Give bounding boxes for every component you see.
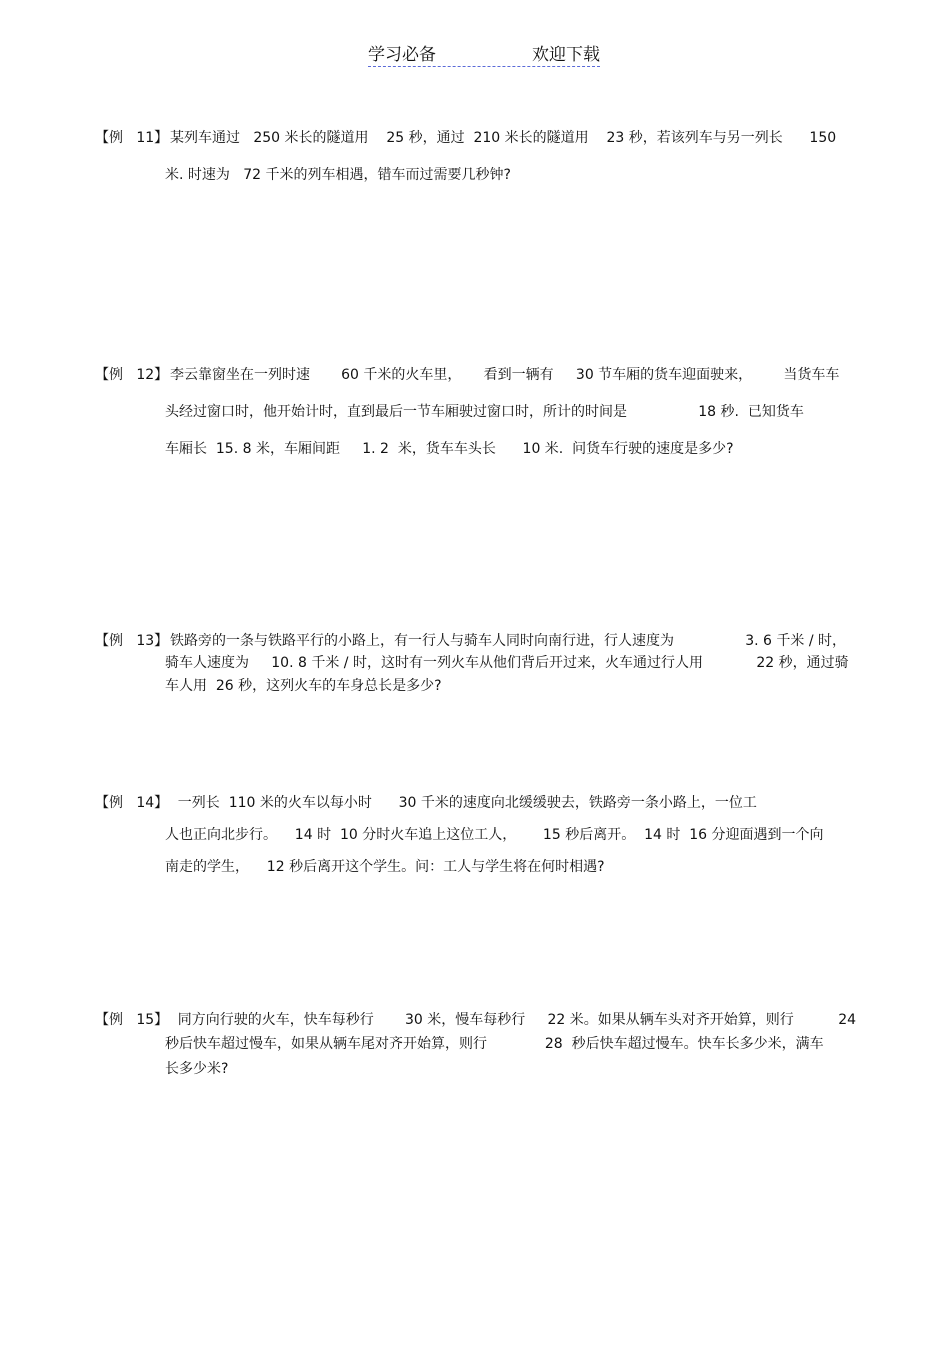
problem-line: 头经过窗口时，他开始计时，直到最后一节车厢驶过窗口时，所计的时间是 18 秒. 已知货车: [165, 404, 804, 420]
problem-label: 【例 13】: [95, 633, 169, 649]
header-left-text: 学习必备: [368, 45, 436, 65]
problem-line: 人也正向北步行。 14 时 10 分时火车追上这位工人， 15 秒后离开。 14 时 16 分迎面遇到一个向: [165, 827, 824, 843]
problem-label: 【例 12】: [95, 367, 169, 383]
problem-line: 车人用 26 秒，这列火车的车身总长是多少?: [165, 678, 442, 694]
problem-line: 李云靠窗坐在一列时速 60 千米的火车里， 看到一辆有 30 节车厢的货车迎面驶来， 当货车车: [170, 367, 840, 383]
header-right-text: 欢迎下载: [532, 45, 600, 65]
problem-line: 骑车人速度为 10. 8 千米 / 时，这时有一列火车从他们背后开过来，火车通过行人用 22 秒，通过骑: [165, 655, 849, 671]
problem-line: 车厢长 15. 8 米，车厢间距 1. 2 米，货车车头长 10 米. 问货车行驶的速度是多少?: [165, 441, 734, 457]
problem-line: 某列车通过 250 米长的隧道用 25 秒，通过 210 米长的隧道用 23 秒，若该列车与另一列长 150: [170, 130, 837, 146]
page-header: [368, 40, 600, 67]
problem-line: 长多少米?: [165, 1061, 229, 1077]
problem-line: 铁路旁的一条与铁路平行的小路上，有一行人与骑车人同时向南行进，行人速度为 3. 6 千米 / 时，: [170, 633, 846, 649]
problem-label: 【例 15】: [95, 1012, 169, 1028]
problem-line: 秒后快车超过慢车，如果从辆车尾对齐开始算，则行 28 秒后快车超过慢车。快车长多少米，满车: [165, 1036, 824, 1052]
problem-line: 米. 时速为 72 千米的列车相遇，错车而过需要几秒钟?: [165, 167, 511, 183]
problem-label: 【例 14】: [95, 795, 169, 811]
problem-line: 同方向行驶的火车，快车每秒行 30 米，慢车每秒行 22 米。如果从辆车头对齐开始算，则行 24: [160, 1012, 857, 1028]
problem-line: 一列长 110 米的火车以每小时 30 千米的速度向北缓缓驶去，铁路旁一条小路上，一位工: [160, 795, 757, 811]
problem-label: 【例 11】: [95, 130, 169, 146]
problem-line: 南走的学生， 12 秒后离开这个学生。问：工人与学生将在何时相遇?: [165, 859, 605, 875]
